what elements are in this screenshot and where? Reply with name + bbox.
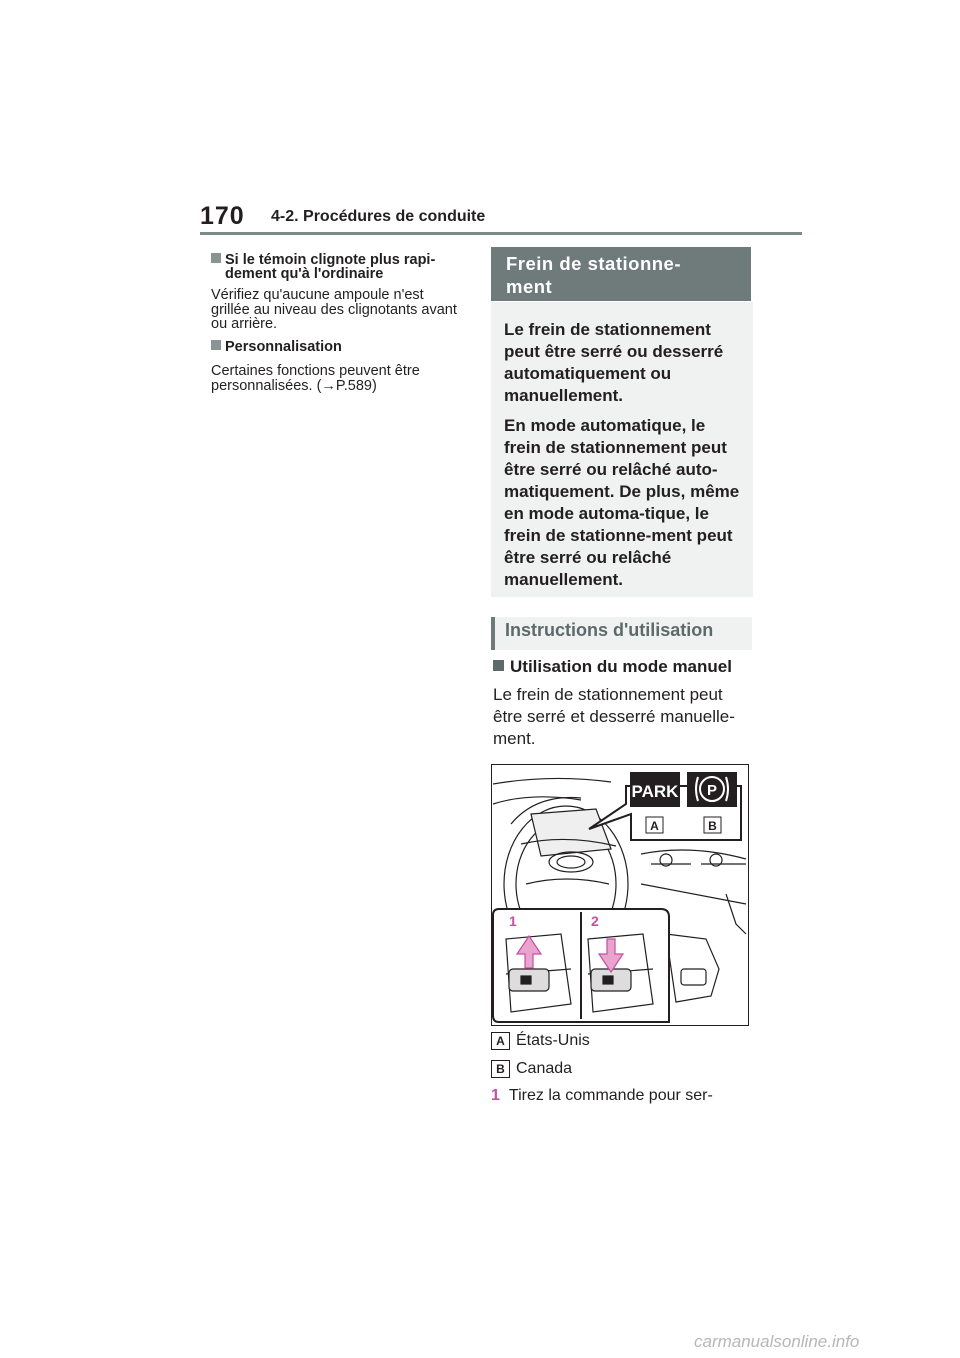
left-heading-1 xyxy=(211,253,471,281)
frein-summary-paragraph-1: Le frein de stationnement peut être serré ou desserré automatiquement ou manuellement. xyxy=(504,320,724,405)
legend-a-text: États-Unis xyxy=(516,1032,590,1049)
header-rule xyxy=(200,232,802,235)
callout-key-a: A xyxy=(650,819,659,833)
manual-mode-paragraph: Le frein de stationnement peut être serré et desserré manuelle-ment. xyxy=(493,685,735,748)
page-number: 170 xyxy=(200,202,245,230)
manual-mode-heading xyxy=(493,657,732,677)
legend-b-key: B xyxy=(491,1060,510,1078)
footer-watermark: carmanualsonline.info xyxy=(694,1332,860,1351)
park-indicator-label: PARK xyxy=(631,782,679,801)
legend-a xyxy=(491,1032,590,1051)
parking-brake-illustration xyxy=(491,764,749,1026)
left-heading-2 xyxy=(211,340,342,354)
legend-b xyxy=(491,1060,573,1079)
step-1-text: Tirez la commande pour ser- xyxy=(508,1087,713,1104)
left-paragraph-2: Certaines fonctions peuvent être personnalisées. (→P.589) xyxy=(211,363,420,394)
frein-title-line-2: ment xyxy=(506,276,553,297)
manual-mode-heading-text: Utilisation du mode manuel xyxy=(510,657,732,676)
step-1 xyxy=(491,1087,713,1105)
left-paragraph-1: Vérifiez qu'aucune ampoule n'est grillée au niveau des clignotants avant ou arrière. xyxy=(211,287,457,332)
step-2-marker: 2 xyxy=(591,913,599,929)
frein-section-title xyxy=(506,252,681,298)
frein-title-line-1: Frein de stationne- xyxy=(506,253,681,274)
frein-summary-paragraph-2: En mode automatique, le frein de stationnement peut être serré ou relâché auto-matiquement. De plus, même en mode automa-tique, le frein de stationne-ment peut être serré ou relâché manuellement. xyxy=(504,416,740,589)
square-bullet-icon xyxy=(493,660,504,671)
p-indicator-label: P xyxy=(706,782,718,799)
legend-a-key: A xyxy=(491,1032,510,1050)
left-heading-1-line-2: dement qu'à l'ordinaire xyxy=(225,266,384,282)
instructions-header-bar xyxy=(491,617,495,650)
step-1-number: 1 xyxy=(491,1087,500,1104)
switch-inset xyxy=(493,909,669,1022)
left-heading-2-text: Personnalisation xyxy=(225,339,342,355)
instructions-header xyxy=(491,617,752,650)
section-title: 4-2. Procédures de conduite xyxy=(271,208,486,225)
square-bullet-icon xyxy=(211,253,221,263)
left-heading-1-line-1: Si le témoin clignote plus rapi- xyxy=(225,252,436,268)
instructions-header-title: Instructions d'utilisation xyxy=(505,620,714,640)
frein-section-header xyxy=(491,247,751,301)
legend-b-text: Canada xyxy=(516,1060,573,1077)
square-bullet-icon xyxy=(211,340,221,350)
frein-summary-box xyxy=(491,302,753,597)
step-1-marker: 1 xyxy=(509,913,517,929)
callout-key-b: B xyxy=(708,819,717,833)
